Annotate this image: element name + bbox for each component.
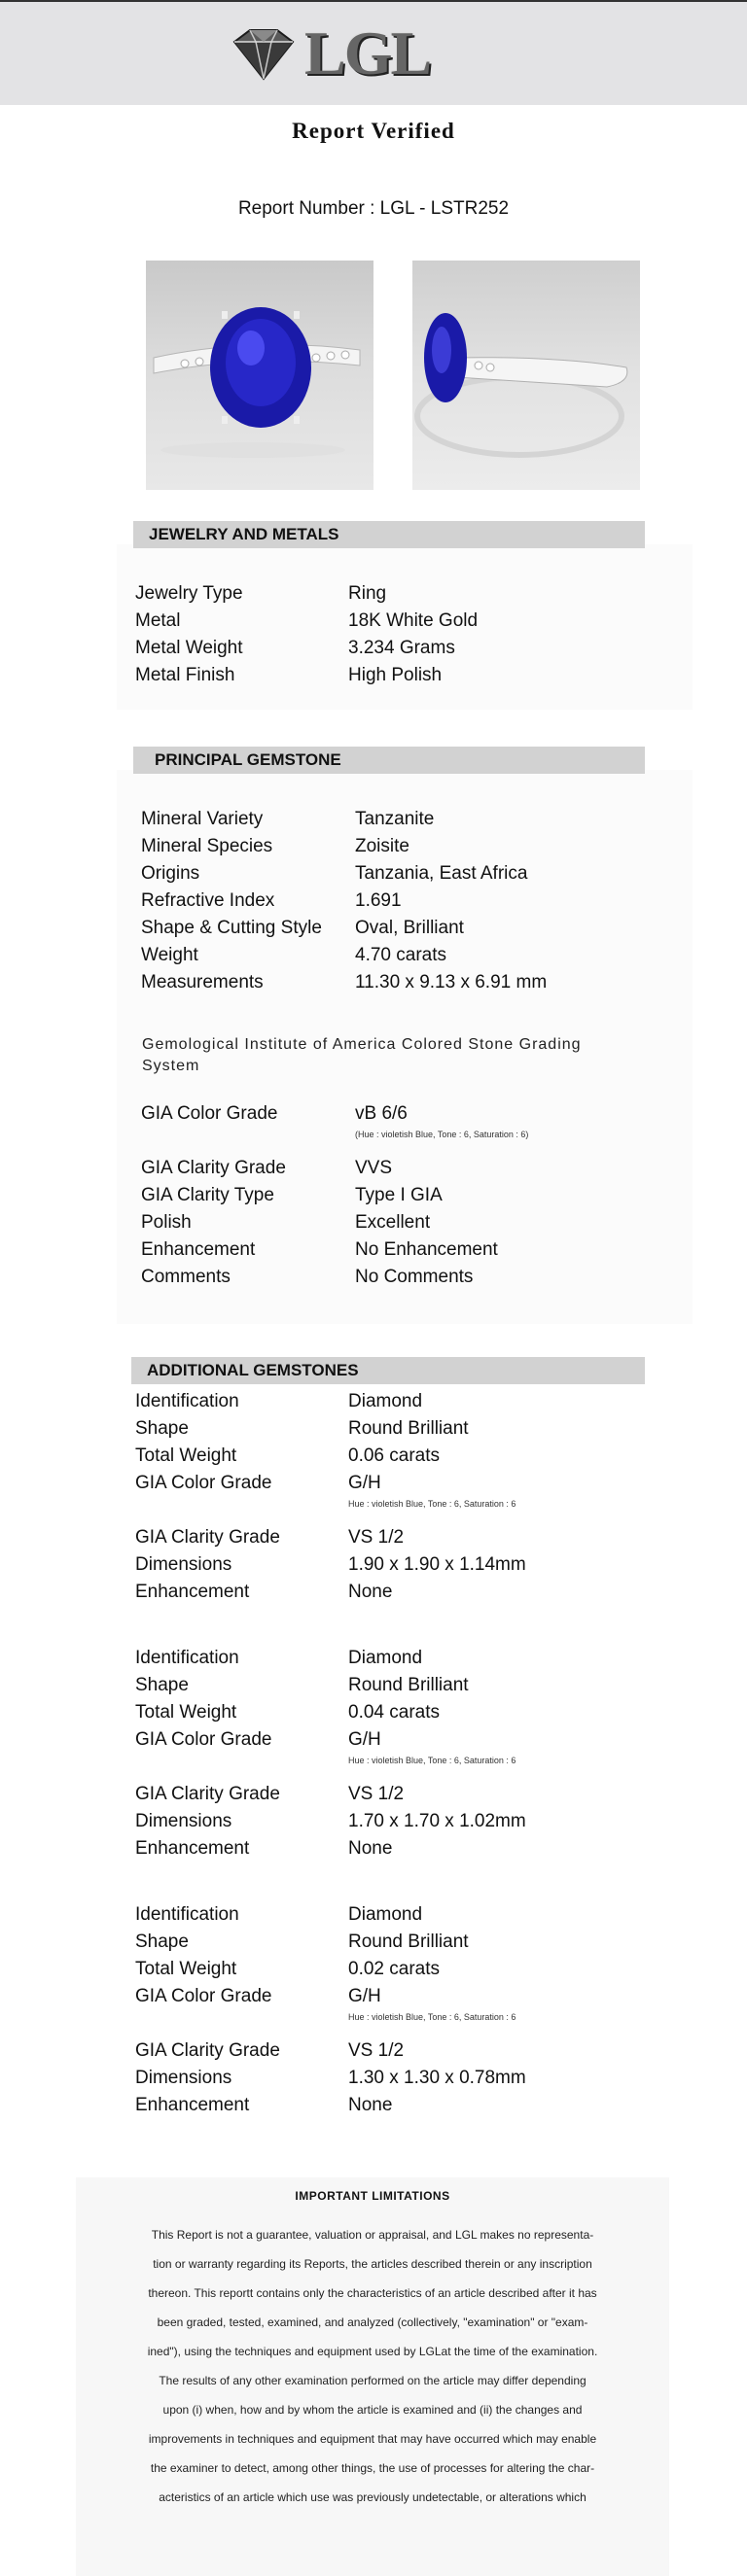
- logo-text: LGL: [304, 18, 431, 87]
- g3-color-value: G/H: [348, 1986, 381, 2006]
- g3-color-note: Hue : violetish Blue, Tone : 6, Saturation : 6: [348, 2012, 516, 2022]
- comments-value: No Comments: [355, 1267, 474, 1287]
- g3-enhancement-value: None: [348, 2095, 393, 2115]
- gia-grading-system-title: Gemological Institute of America Colored Stone Grading System: [142, 1036, 582, 1074]
- g3-total-weight-label: Total Weight: [135, 1959, 237, 1979]
- report-number: Report Number : LGL - LSTR252: [237, 198, 510, 219]
- g1-color-note: Hue : violetish Blue, Tone : 6, Saturation : 6: [348, 1499, 516, 1509]
- limitations-line: upon (i) when, how and by whom the article is examined and (ii) the changes and: [162, 2403, 583, 2417]
- g1-shape-value: Round Brilliant: [348, 1418, 469, 1439]
- metal-value: 18K White Gold: [348, 610, 479, 631]
- important-limitations: [76, 2177, 669, 2576]
- jewelry-type-label: Jewelry Type: [135, 583, 243, 604]
- shape-cutting-value: Oval, Brilliant: [355, 918, 464, 938]
- g3-shape-label: Shape: [135, 1932, 189, 1952]
- origins-label: Origins: [141, 863, 200, 884]
- limitations-line: This Report is not a guarantee, valuation or appraisal, and LGL makes no representa-: [151, 2228, 594, 2242]
- gia-color-grade-value: vB 6/6: [355, 1103, 408, 1124]
- g2-shape-label: Shape: [135, 1675, 189, 1695]
- refractive-index-label: Refractive Index: [141, 890, 275, 911]
- mineral-variety-label: Mineral Variety: [141, 809, 264, 829]
- limitations-line: tion or warranty regarding its Reports, the articles described therein or any inscription: [153, 2257, 592, 2271]
- g2-enhancement-value: None: [348, 1838, 393, 1859]
- g3-identification-label: Identification: [135, 1904, 239, 1925]
- g2-enhancement-label: Enhancement: [135, 1838, 250, 1859]
- g2-total-weight-value: 0.04 carats: [348, 1702, 440, 1723]
- metal-finish-label: Metal Finish: [135, 665, 235, 685]
- gia-color-grade-note: (Hue : violetish Blue, Tone : 6, Saturation : 6): [355, 1130, 529, 1139]
- g1-enhancement-value: None: [348, 1582, 393, 1602]
- enhancement-label: Enhancement: [141, 1239, 256, 1260]
- gia-color-grade-label: GIA Color Grade: [141, 1103, 278, 1124]
- g1-dimensions-value: 1.90 x 1.90 x 1.14mm: [348, 1554, 526, 1575]
- g2-total-weight-label: Total Weight: [135, 1702, 237, 1723]
- g2-color-value: G/H: [348, 1729, 381, 1750]
- limitations-line: The results of any other examination performed on the article may differ depending: [159, 2374, 587, 2387]
- metal-weight-label: Metal Weight: [135, 638, 243, 658]
- limitations-line: improvements in techniques and equipment that may have occurred which may enable: [148, 2432, 597, 2446]
- g3-dimensions-value: 1.30 x 1.30 x 0.78mm: [348, 2068, 526, 2088]
- jewelry-section-header: JEWELRY AND METALS: [133, 521, 645, 548]
- g3-clarity-value: VS 1/2: [348, 2040, 405, 2061]
- ring-photo-side: [412, 261, 640, 490]
- gia-clarity-grade-value: VVS: [355, 1158, 393, 1178]
- g3-color-label: GIA Color Grade: [135, 1986, 272, 2006]
- gia-clarity-grade-label: GIA Clarity Grade: [141, 1158, 286, 1178]
- g1-color-label: GIA Color Grade: [135, 1473, 272, 1493]
- shape-cutting-label: Shape & Cutting Style: [141, 918, 322, 938]
- g3-clarity-label: GIA Clarity Grade: [135, 2040, 280, 2061]
- gia-clarity-type-label: GIA Clarity Type: [141, 1185, 274, 1205]
- g3-enhancement-label: Enhancement: [135, 2095, 250, 2115]
- limitations-line: ined"), using the techniques and equipment used by LGLat the time of the examination.: [147, 2345, 598, 2358]
- g1-clarity-label: GIA Clarity Grade: [135, 1527, 280, 1548]
- g2-color-label: GIA Color Grade: [135, 1729, 272, 1750]
- ring-photo-front: [146, 261, 374, 490]
- gia-clarity-type-value: Type I GIA: [355, 1185, 443, 1205]
- metal-weight-value: 3.234 Grams: [348, 638, 455, 658]
- g1-enhancement-label: Enhancement: [135, 1582, 250, 1602]
- g2-identification-label: Identification: [135, 1648, 239, 1668]
- g1-total-weight-label: Total Weight: [135, 1445, 237, 1466]
- g3-shape-value: Round Brilliant: [348, 1932, 469, 1952]
- limitations-line: the examiner to detect, among other things, the use of processes for altering the char-: [150, 2461, 595, 2475]
- g1-dimensions-label: Dimensions: [135, 1554, 232, 1575]
- polish-value: Excellent: [355, 1212, 431, 1233]
- principal-section-header: PRINCIPAL GEMSTONE: [133, 747, 645, 774]
- g2-dimensions-value: 1.70 x 1.70 x 1.02mm: [348, 1811, 526, 1831]
- g1-total-weight-value: 0.06 carats: [348, 1445, 440, 1466]
- g1-identification-value: Diamond: [348, 1391, 423, 1411]
- g2-dimensions-label: Dimensions: [135, 1811, 232, 1831]
- g1-shape-label: Shape: [135, 1418, 189, 1439]
- diamond-icon: [229, 24, 299, 83]
- g1-clarity-value: VS 1/2: [348, 1527, 405, 1548]
- g1-color-value: G/H: [348, 1473, 381, 1493]
- g3-identification-value: Diamond: [348, 1904, 423, 1925]
- additional-section-header: ADDITIONAL GEMSTONES: [131, 1357, 645, 1384]
- limitations-line: thereon. This reportt contains only the characteristics of an article described after it has: [148, 2286, 597, 2300]
- enhancement-value: No Enhancement: [355, 1239, 498, 1260]
- limitations-line: been graded, tested, examined, and analyzed (collectively, "examination" or "exam-: [157, 2315, 588, 2329]
- comments-label: Comments: [141, 1267, 231, 1287]
- metal-finish-value: High Polish: [348, 665, 443, 685]
- mineral-variety-value: Tanzanite: [355, 809, 435, 829]
- measurements-value: 11.30 x 9.13 x 6.91 mm: [355, 972, 548, 992]
- g2-clarity-value: VS 1/2: [348, 1784, 405, 1804]
- measurements-label: Measurements: [141, 972, 264, 992]
- g3-total-weight-value: 0.02 carats: [348, 1959, 440, 1979]
- g1-identification-label: Identification: [135, 1391, 239, 1411]
- g2-clarity-label: GIA Clarity Grade: [135, 1784, 280, 1804]
- refractive-index-value: 1.691: [355, 890, 402, 911]
- limitations-title: IMPORTANT LIMITATIONS: [295, 2189, 450, 2203]
- weight-label: Weight: [141, 945, 198, 965]
- jewelry-type-value: Ring: [348, 583, 387, 604]
- g2-identification-value: Diamond: [348, 1648, 423, 1668]
- polish-label: Polish: [141, 1212, 192, 1233]
- g3-dimensions-label: Dimensions: [135, 2068, 232, 2088]
- header-banner: [0, 0, 747, 105]
- page-title: Report Verified: [292, 119, 455, 143]
- mineral-species-label: Mineral Species: [141, 836, 273, 856]
- g2-color-note: Hue : violetish Blue, Tone : 6, Saturation : 6: [348, 1756, 516, 1765]
- lgl-logo[interactable]: [229, 19, 472, 87]
- mineral-species-value: Zoisite: [355, 836, 409, 856]
- g2-shape-value: Round Brilliant: [348, 1675, 469, 1695]
- origins-value: Tanzania, East Africa: [355, 863, 528, 884]
- weight-value: 4.70 carats: [355, 945, 446, 965]
- limitations-line: acteristics of an article which use was previously undetectable, or alterations which: [159, 2490, 587, 2504]
- metal-label: Metal: [135, 610, 181, 631]
